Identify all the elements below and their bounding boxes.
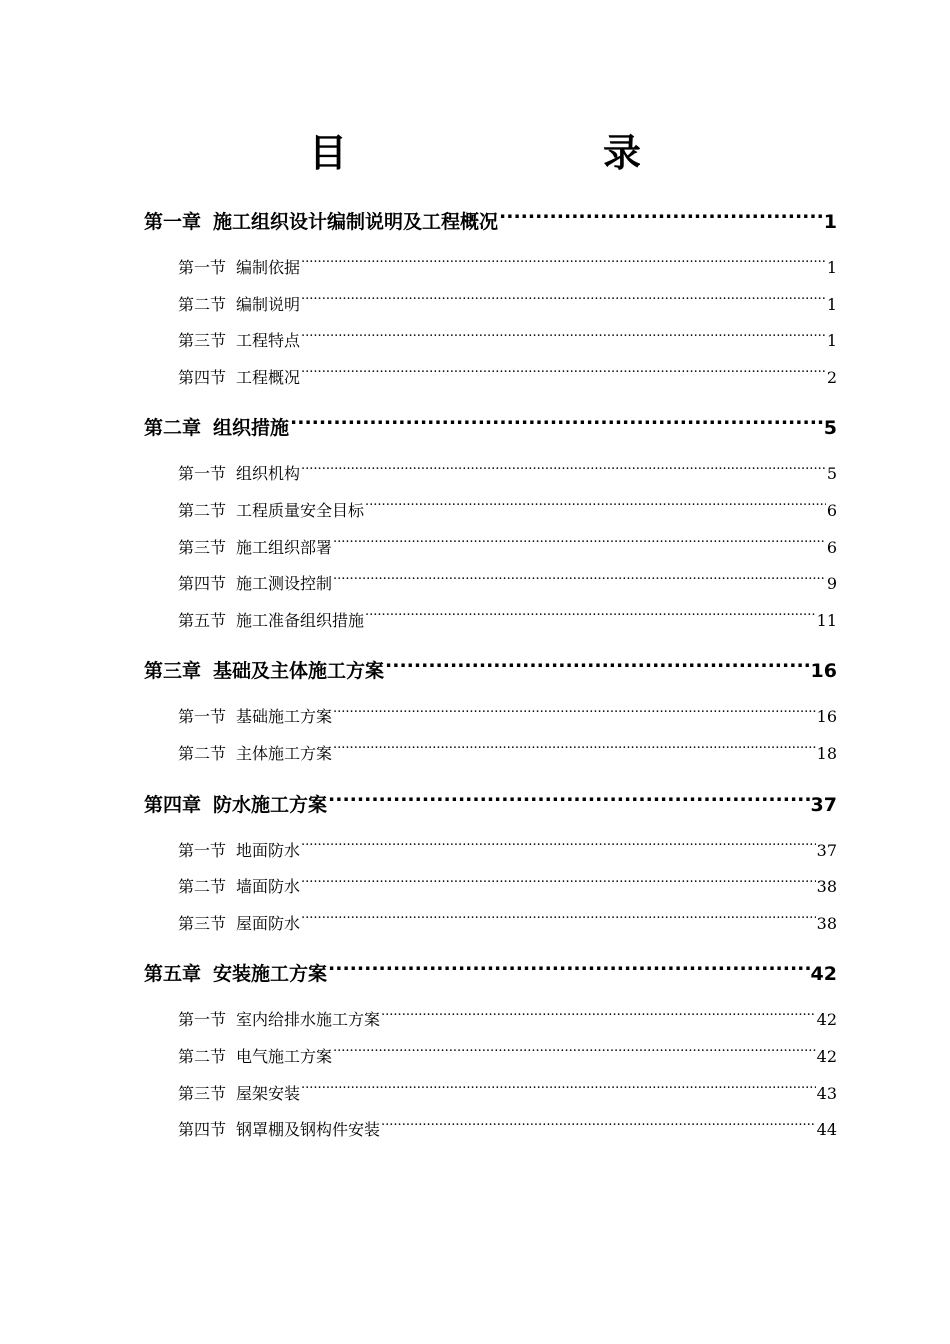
section-number: 第一节 [178,1010,227,1030]
chapter-number: 第三章 [144,660,202,683]
chapter-page-number: 5 [823,417,837,440]
dot-leader [301,840,816,856]
toc-title: 目 录 [308,131,701,175]
toc-section-entry[interactable] [144,603,837,640]
toc-section-entry[interactable] [144,250,837,287]
toc-section-entry[interactable] [144,833,837,870]
dot-leader [301,1083,816,1099]
section-number: 第二节 [178,743,227,763]
section-title: 工程质量安全目标 [236,500,365,520]
section-title: 室内给排水施工方案 [236,1010,381,1030]
section-page-number: 42 [816,1046,837,1066]
toc-section-list [144,1002,837,1148]
chapter-title: 基础及主体施工方案 [213,660,385,683]
toc-chapter-entry[interactable] [144,783,837,827]
toc-chapter [144,200,837,396]
toc-chapter [144,406,837,639]
toc-section-entry[interactable] [144,1039,837,1076]
toc-section-entry[interactable] [144,530,837,567]
section-page-number: 1 [826,331,837,351]
section-title: 工程概况 [236,367,301,387]
dot-leader [499,209,823,228]
toc-section-entry[interactable] [144,566,837,603]
toc-section-list [144,833,837,943]
section-page-number: 16 [816,707,837,727]
section-page-number: 6 [826,537,837,557]
section-page-number: 44 [816,1120,837,1140]
section-page-number: 6 [826,500,837,520]
toc-chapter-entry[interactable] [144,649,837,693]
dot-leader [301,257,826,273]
section-number: 第三节 [178,913,227,933]
section-number: 第三节 [178,331,227,351]
toc-section-list [144,699,837,772]
section-page-number: 42 [816,1010,837,1030]
chapter-number: 第一章 [144,211,202,233]
section-title: 编制说明 [236,294,301,314]
dot-leader [333,573,826,589]
dot-leader [333,537,826,553]
dot-leader [365,610,816,626]
section-number: 第二节 [178,500,227,520]
section-number: 第四节 [178,367,227,387]
section-page-number: 1 [826,258,837,277]
toc-chapter [144,783,837,943]
section-title: 施工测设控制 [236,574,333,594]
section-title: 施工准备组织措施 [236,610,365,630]
chapter-number: 第四章 [144,793,202,816]
section-page-number: 2 [826,367,837,387]
toc-section-entry[interactable] [144,360,837,397]
section-page-number: 18 [816,743,837,763]
chapter-title: 安装施工方案 [213,963,328,986]
section-number: 第二节 [178,877,227,897]
chapter-page-number: 1 [823,211,837,233]
toc-section-list [144,250,837,396]
dot-leader [333,706,816,722]
toc-section-entry[interactable] [144,323,837,360]
section-number: 第一节 [178,707,227,727]
section-title: 墙面防水 [236,877,301,897]
toc-section-entry[interactable] [144,1002,837,1039]
chapter-title: 组织措施 [213,417,290,440]
toc-section-entry[interactable] [144,699,837,736]
dot-leader [385,658,810,677]
toc-chapter-entry[interactable] [144,200,837,244]
chapter-page-number: 16 [810,660,837,683]
chapter-title: 防水施工方案 [213,793,328,816]
chapter-page-number: 37 [810,793,837,816]
dot-leader [381,1009,816,1025]
section-page-number: 43 [816,1083,837,1103]
dot-leader [290,415,823,434]
dot-leader [301,294,826,310]
section-title: 工程特点 [236,331,301,351]
toc-section-entry[interactable] [144,1112,837,1149]
dot-leader [333,743,816,759]
section-page-number: 5 [826,464,837,484]
dot-leader [333,1046,816,1062]
section-title: 钢罩棚及钢构件安装 [236,1120,381,1140]
section-number: 第四节 [178,574,227,594]
toc-section-entry[interactable] [144,493,837,530]
section-page-number: 11 [816,610,837,630]
dot-leader [301,367,826,383]
section-title: 主体施工方案 [236,743,333,763]
section-page-number: 9 [826,574,837,594]
dot-leader [365,500,826,516]
toc-section-entry[interactable] [144,1076,837,1113]
dot-leader [301,463,826,479]
section-number: 第五节 [178,610,227,630]
toc-section-entry[interactable] [144,736,837,773]
dot-leader [301,330,826,346]
toc-chapter [144,952,837,1148]
toc-section-entry[interactable] [144,906,837,943]
section-page-number: 38 [816,877,837,897]
section-title: 电气施工方案 [236,1046,333,1066]
section-number: 第一节 [178,258,227,277]
dot-leader [328,792,810,811]
chapter-number: 第二章 [144,417,202,440]
section-title: 施工组织部署 [236,537,333,557]
section-page-number: 37 [816,840,837,860]
toc-section-list [144,456,837,639]
chapter-page-number: 42 [810,963,837,986]
dot-leader [328,961,810,980]
section-number: 第二节 [178,294,227,314]
dot-leader [301,876,816,892]
section-number: 第四节 [178,1120,227,1140]
table-of-contents [144,200,837,1159]
section-title: 地面防水 [236,840,301,860]
section-title: 组织机构 [236,464,301,484]
toc-section-entry[interactable] [144,456,837,493]
dot-leader [301,913,816,929]
section-number: 第一节 [178,464,227,484]
section-number: 第三节 [178,537,227,557]
toc-chapter [144,649,837,772]
section-page-number: 1 [826,294,837,314]
section-title: 屋面防水 [236,913,301,933]
dot-leader [381,1119,816,1135]
section-number: 第三节 [178,1083,227,1103]
chapter-number: 第五章 [144,963,202,986]
toc-section-entry[interactable] [144,287,837,324]
section-title: 屋架安装 [236,1083,301,1103]
section-number: 第二节 [178,1046,227,1066]
section-title: 编制依据 [236,258,301,277]
section-title: 基础施工方案 [236,707,333,727]
toc-chapter-entry[interactable] [144,406,837,450]
section-page-number: 38 [816,913,837,933]
chapter-title: 施工组织设计编制说明及工程概况 [213,211,499,233]
toc-section-entry[interactable] [144,869,837,906]
section-number: 第一节 [178,840,227,860]
toc-chapter-entry[interactable] [144,952,837,996]
